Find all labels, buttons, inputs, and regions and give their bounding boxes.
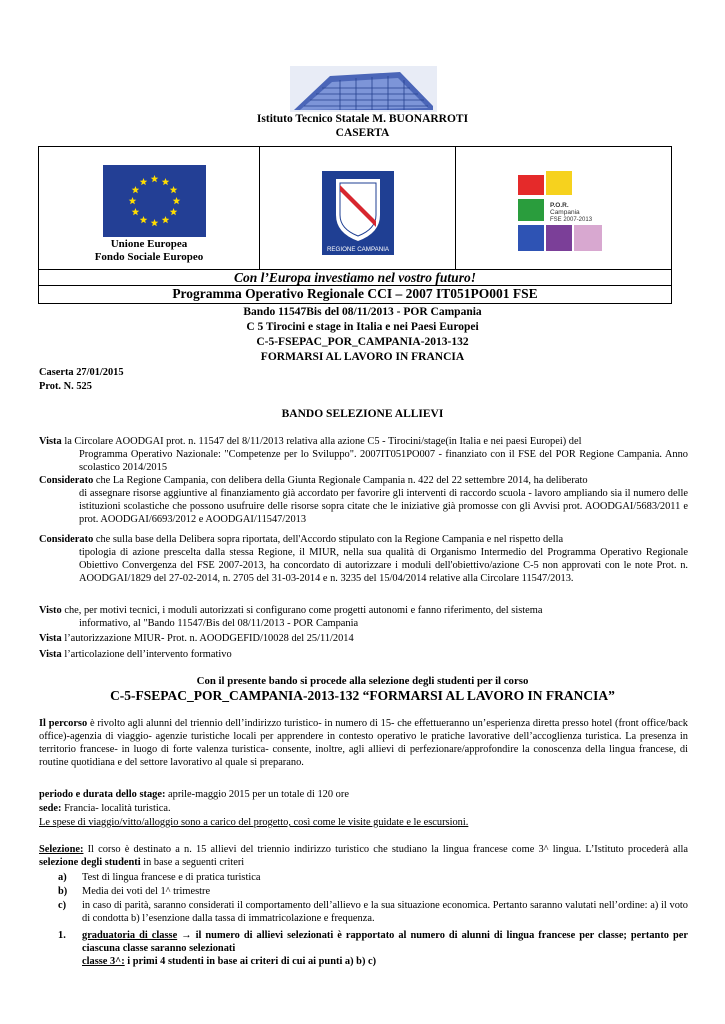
bando-line-4: FORMARSI AL LAVORO IN FRANCIA [260,351,465,363]
por-campania-logo [514,171,634,253]
criterion-a [58,871,688,884]
por-text-2: Campania [550,209,580,216]
premise-vista-1 [39,435,688,474]
criterion-letter: b) [58,886,68,897]
selezione-paragraph [39,843,688,869]
motto: Con l’Europa investiamo nel vostro futuro! [38,270,672,286]
selezione-bold: selezione degli studenti [39,857,141,868]
campania-logo-text: REGIONE CAMPANIA [326,246,390,253]
premise-visto [39,604,688,630]
programme-title: Programma Operativo Regionale CCI – 2007 IT051PO001 FSE [38,286,672,304]
school-name: Istituto Tecnico Statale M. BUONARROTI [256,113,469,125]
spese-line: Le spese di viaggio/vitto/alloggio sono a carico del progetto, così come le visite guidate e le escursioni. [39,817,469,828]
percorso-paragraph [39,717,688,769]
graduatoria-text: il numero di allievi selezionati è rapportato al numero di alunni di lingua francese per classe; pertanto per ciascuna classe saranno selezionati [82,930,689,954]
arrow-icon: → [181,930,192,941]
premise-body: di assegnare risorse aggiuntive al finanziamento già accordato per favorire gli interventi di raccordo scuola - lavoro ampliando sia il numero delle istituzioni scolastiche che possono usufruire delle risorse sopra citate che le iniziative già promosse con gli Avvisi prot. AOODGAI/5683/2011 e prot. AOODGAI/6693/2012 e AOODGAI/11547/2013 [79,488,688,525]
premise-vista-3 [39,648,688,661]
premise-body: informativo, al "Bando 11547/Bis del 08/11/2013 - POR Campania [79,618,359,629]
eu-caption-line2: Fondo Sociale Europeo [94,251,204,263]
percorso-label: Il percorso [39,718,88,729]
premise-first-line: l’articolazione dell’intervento formativo [64,649,232,660]
class-text: i primi 4 studenti in base ai criteri di cui ai punti a) b) c) [124,956,377,967]
criterion-letter: c) [58,900,67,911]
school-city: CASERTA [335,127,390,139]
bando-line-3: C-5-FSEPAC_POR_CAMPANIA-2013-132 [256,336,469,348]
periodo-label: periodo e durata dello stage: [39,789,166,800]
premise-vista-2 [39,632,688,645]
por-text-3: FSE 2007-2013 [550,217,593,223]
sede-label: sede: [39,803,62,814]
selezione-label: Selezione: [39,844,84,855]
bando-line-1: Bando 11547Bis del 08/11/2013 - POR Campania [243,306,482,318]
premise-label: Vista [39,633,62,644]
criterion-text: Media dei voti del 1^ trimestre [82,886,211,897]
premise-first-line: la Circolare AOODGAI prot. n. 11547 del 8/11/2013 relativa alla azione C5 - Tirocini/stage(in Italia e nei paesi Europei) del [64,436,582,447]
premise-label: Vista [39,436,62,447]
selection-intro: Con il presente bando si procede alla selezione degli studenti per il corso [196,675,529,687]
por-text-1: P.O.R. [550,202,569,209]
selezione-text-2: in base a seguenti criteri [140,857,245,868]
date-line: Caserta 27/01/2015 [39,367,124,378]
school-header [0,112,725,140]
logo-table [38,146,672,270]
criterion-c [58,899,688,925]
selezione-text-1: Il corso è destinato a n. 15 allievi del triennio indirizzo turistico che studiano la lingua francese come 3^ lingua. L’Istituto procederà alla [83,844,688,855]
premise-first-line: che La Regione Campania, con delibera della Giunta Regionale Campania n. 422 del 22 settembre 2014, ha deliberato [95,475,588,486]
criterion-text: in caso di parità, saranno considerati il comportamento dell’allievo e la sua situazione economica. Pertanto saranno valutati nell’ordine: a) il voto di condotta b) l’esenzione dalla tassa di immatricolazione e frequenza. [82,900,688,924]
premise-label: Vista [39,649,62,660]
premise-label: Visto [39,605,62,616]
table-divider [259,147,260,269]
protocol-line: Prot. N. 525 [39,381,92,392]
periodo-line [39,788,688,801]
criterion-text: Test di lingua francese e di pratica turistica [82,872,261,883]
premise-label: Considerato [39,475,94,486]
premise-considerato-2 [39,533,688,585]
school-building-image [290,66,437,112]
course-title: C-5-FSEPAC_POR_CAMPANIA-2013-132 “FORMARSI AL LAVORO IN FRANCIA” [110,688,615,703]
criterion-letter: a) [58,872,67,883]
document-title: BANDO SELEZIONE ALLIEVI [281,408,444,420]
bando-line-2: C 5 Tirocini e stage in Italia e nei Paesi Europei [246,321,479,333]
regione-campania-logo [322,171,394,255]
eu-caption-line1: Unione Europea [110,238,188,250]
premise-first-line: l’autorizzazione MIUR- Prot. n. AOODGEFID/10028 del 25/11/2014 [64,633,354,644]
eu-flag-logo [103,165,206,237]
premise-body: tipologia di azione prescelta dalla stessa Regione, il MIUR, nella sua qualità di Organismo Intermedio del Programma Operativo Regionale Obiettivo Convergenza del FSE 2007-2013, ha concordato di autorizzare i moduli dell'obiettivo/azione C-5 non approvati con le note Prot. n. AOODGAI/1829 del 27-02-2014, n. 2705 del 31-03-2014 e n. 3235 del 15/04/2014 relative alla Circolare 11547/2013. [79,547,688,584]
premise-first-line: che, per motivi tecnici, i moduli autorizzati si configurano come progetti autonomi e fanno riferimento, del sistema [64,605,543,616]
class-label: classe 3^: [82,956,125,967]
sede-line [39,802,688,815]
premise-label: Considerato [39,534,94,545]
premise-first-line: che sulla base della Delibera sopra riportata, dell'Accordo stipulato con la Regione Campania e nel rispetto della [95,534,564,545]
periodo-text: aprile-maggio 2015 per un totale di 120 ore [165,789,349,800]
premise-considerato-1 [39,474,688,526]
numbered-item-1 [58,929,688,968]
graduatoria-label: graduatoria di classe [82,930,178,941]
eu-caption [39,238,259,264]
criterion-b [58,885,688,898]
percorso-text: è rivolto agli alunni del triennio dell’indirizzo turistico- in numero di 15- che effettueranno un’esperienza diretta presso hotel (front office/back office)-agenzia di viaggio- agenzie turistiche locali per apprendere in contesto operativo le pratiche lavorative dell’accoglienza turistica. La presenza in territorio francese- in luogo di forte valenza turistica- consente, inoltre, agli allievi di perfezionare/approfondire la conoscenza della lingua francese, di routine quotidiana e del settore lavorativo al quale si preparano. [39,718,688,768]
sede-text: Francia- località turistica. [61,803,171,814]
premise-body: Programma Operativo Nazionale: "Competenze per lo Sviluppo". 2007IT051PO007 - finanziato con il FSE del POR Regione Campania. Anno scolastico 2014/2015 [79,449,688,473]
item-number: 1. [58,930,66,941]
table-divider [455,147,456,269]
